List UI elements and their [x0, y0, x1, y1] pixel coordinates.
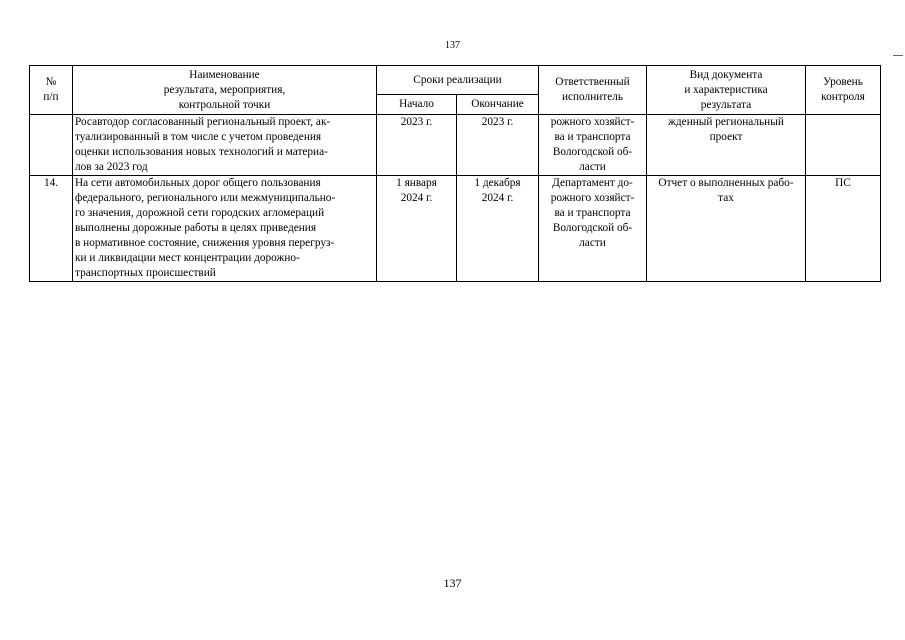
table-row — [30, 115, 881, 176]
row-executor: рожного хозяйст- ва и транспорта Вологодской об- ласти — [539, 115, 647, 176]
page-number-bottom: 137 — [443, 576, 462, 590]
plan-table — [29, 65, 881, 282]
row-level — [806, 115, 881, 176]
row-start: 2023 г. — [377, 115, 457, 176]
row-level: ПС — [806, 176, 881, 282]
row-num: 14. — [30, 176, 73, 282]
row-doc: жденный региональный проект — [647, 115, 806, 176]
row-name: На сети автомобильных дорог общего пользования федерального, регионального или межмуниципально- го значения, дорожной сети городских агломераций выполнены дорожные работы в целях приведения в нормативное состояние, снижения уровня перегруз- ки и ликвидации мест концентрации дорожно- транспортных происшествий — [73, 176, 377, 282]
header-executor: Ответственный исполнитель — [539, 66, 647, 115]
row-end: 1 декабря 2024 г. — [457, 176, 539, 282]
header-start: Начало — [377, 95, 457, 115]
row-start: 1 января 2024 г. — [377, 176, 457, 282]
edge-mark — [893, 55, 903, 56]
table-row — [30, 176, 881, 282]
page-number-top: 137 — [445, 40, 460, 51]
header-name: Наименование результата, мероприятия, контрольной точки — [73, 66, 377, 115]
header-num: № п/п — [30, 66, 73, 115]
row-end: 2023 г. — [457, 115, 539, 176]
header-terms: Сроки реализации — [377, 66, 539, 95]
row-name: Росавтодор согласованный региональный проект, ак- туализированный в том числе с учетом проведения оценки использования новых технологий и материа- лов за 2023 год — [73, 115, 377, 176]
header-end: Окончание — [457, 95, 539, 115]
row-doc: Отчет о выполненных рабо- тах — [647, 176, 806, 282]
header-doc: Вид документа и характеристика результата — [647, 66, 806, 115]
header-level: Уровень контроля — [806, 66, 881, 115]
row-num — [30, 115, 73, 176]
row-executor: Департамент до- рожного хозяйст- ва и транспорта Вологодской об- ласти — [539, 176, 647, 282]
